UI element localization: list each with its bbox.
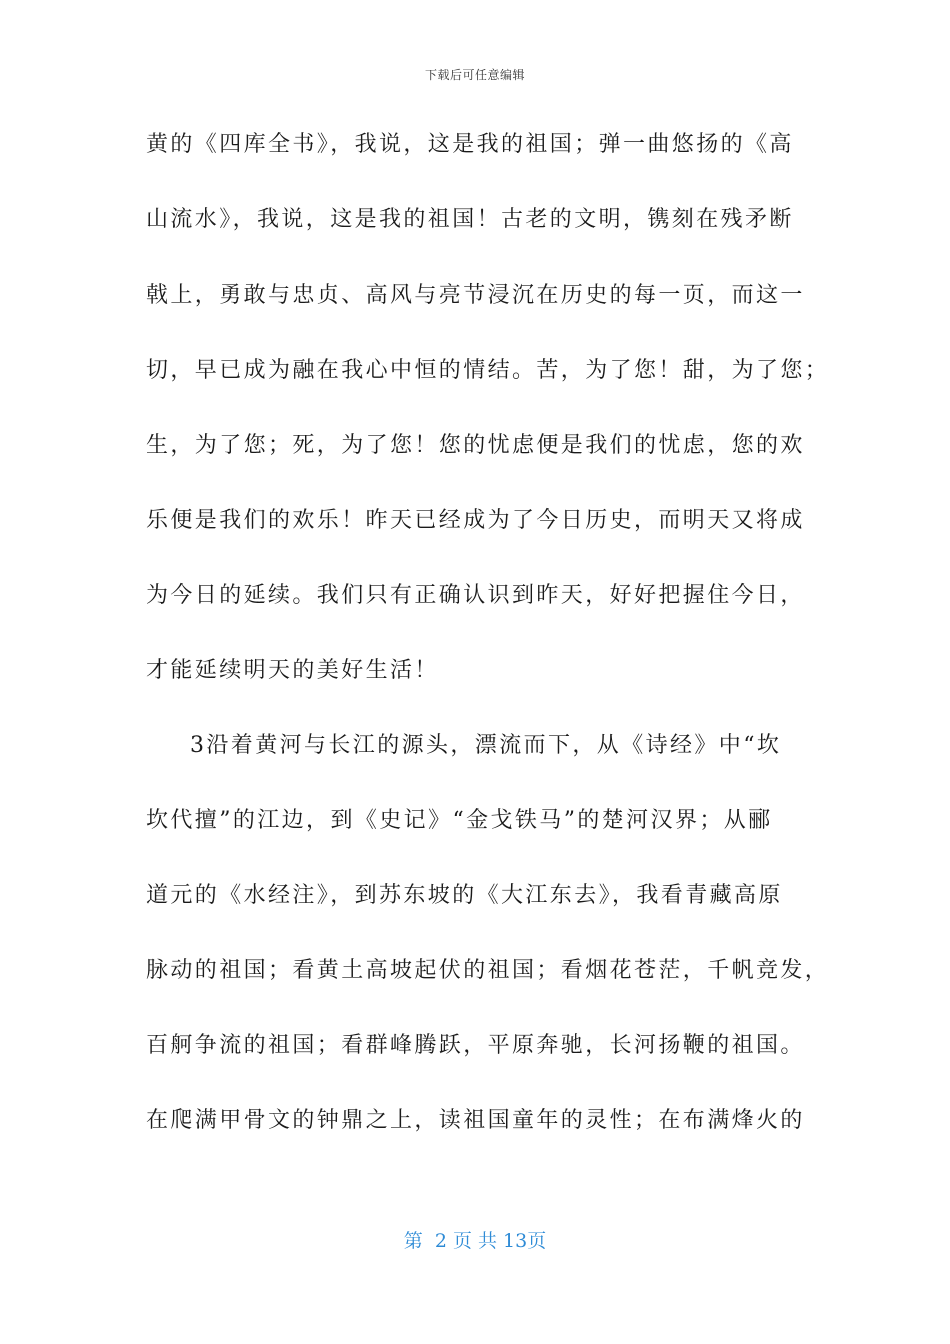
page-header: 下载后可任意编辑 bbox=[424, 68, 525, 82]
body-line-10: 坎代擅”的江边，到《史记》“金戈铁马”的楚河汉界；从郦 bbox=[146, 808, 773, 833]
body-line-8: 才能延续明天的美好生活！ bbox=[146, 658, 439, 683]
body-line-14: 在爬满甲骨文的钟鼎之上，读祖国童年的灵性；在布满烽火的 bbox=[146, 1108, 805, 1133]
body-line-11: 道元的《水经注》，到苏东坡的《大江东去》，我看青藏高原 bbox=[146, 883, 783, 908]
body-line-12: 脉动的祖国；看黄土高坡起伏的祖国；看烟花苍茫，千帆竞发， bbox=[146, 958, 830, 983]
page-number-footer: 第 2 页 共 13页 bbox=[403, 1230, 547, 1252]
body-line-5: 生，为了您；死，为了您！您的忧虑便是我们的忧虑，您的欢 bbox=[146, 433, 805, 458]
body-line-13: 百舸争流的祖国；看群峰腾跃，平原奔驰，长河扬鞭的祖国。 bbox=[146, 1033, 805, 1058]
body-line-6: 乐便是我们的欢乐！昨天已经成为了今日历史，而明天又将成 bbox=[146, 508, 805, 533]
body-line-7: 为今日的延续。我们只有正确认识到昨天，好好把握住今日， bbox=[146, 583, 805, 608]
body-line-3: 戟上，勇敢与忠贞、高风与亮节浸沉在历史的每一页，而这一 bbox=[146, 283, 805, 308]
body-line-1: 黄的《四库全书》，我说，这是我的祖国；弹一曲悠扬的《高 bbox=[146, 132, 794, 157]
body-line-9: 3沿着黄河与长江的源头，漂流而下，从《诗经》中“坎 bbox=[190, 733, 782, 758]
body-line-4: 切，早已成为融在我心中恒的情结。苦，为了您！甜，为了您； bbox=[146, 358, 830, 383]
body-line-2: 山流水》，我说，这是我的祖国！古老的文明，镌刻在残矛断 bbox=[146, 207, 794, 232]
